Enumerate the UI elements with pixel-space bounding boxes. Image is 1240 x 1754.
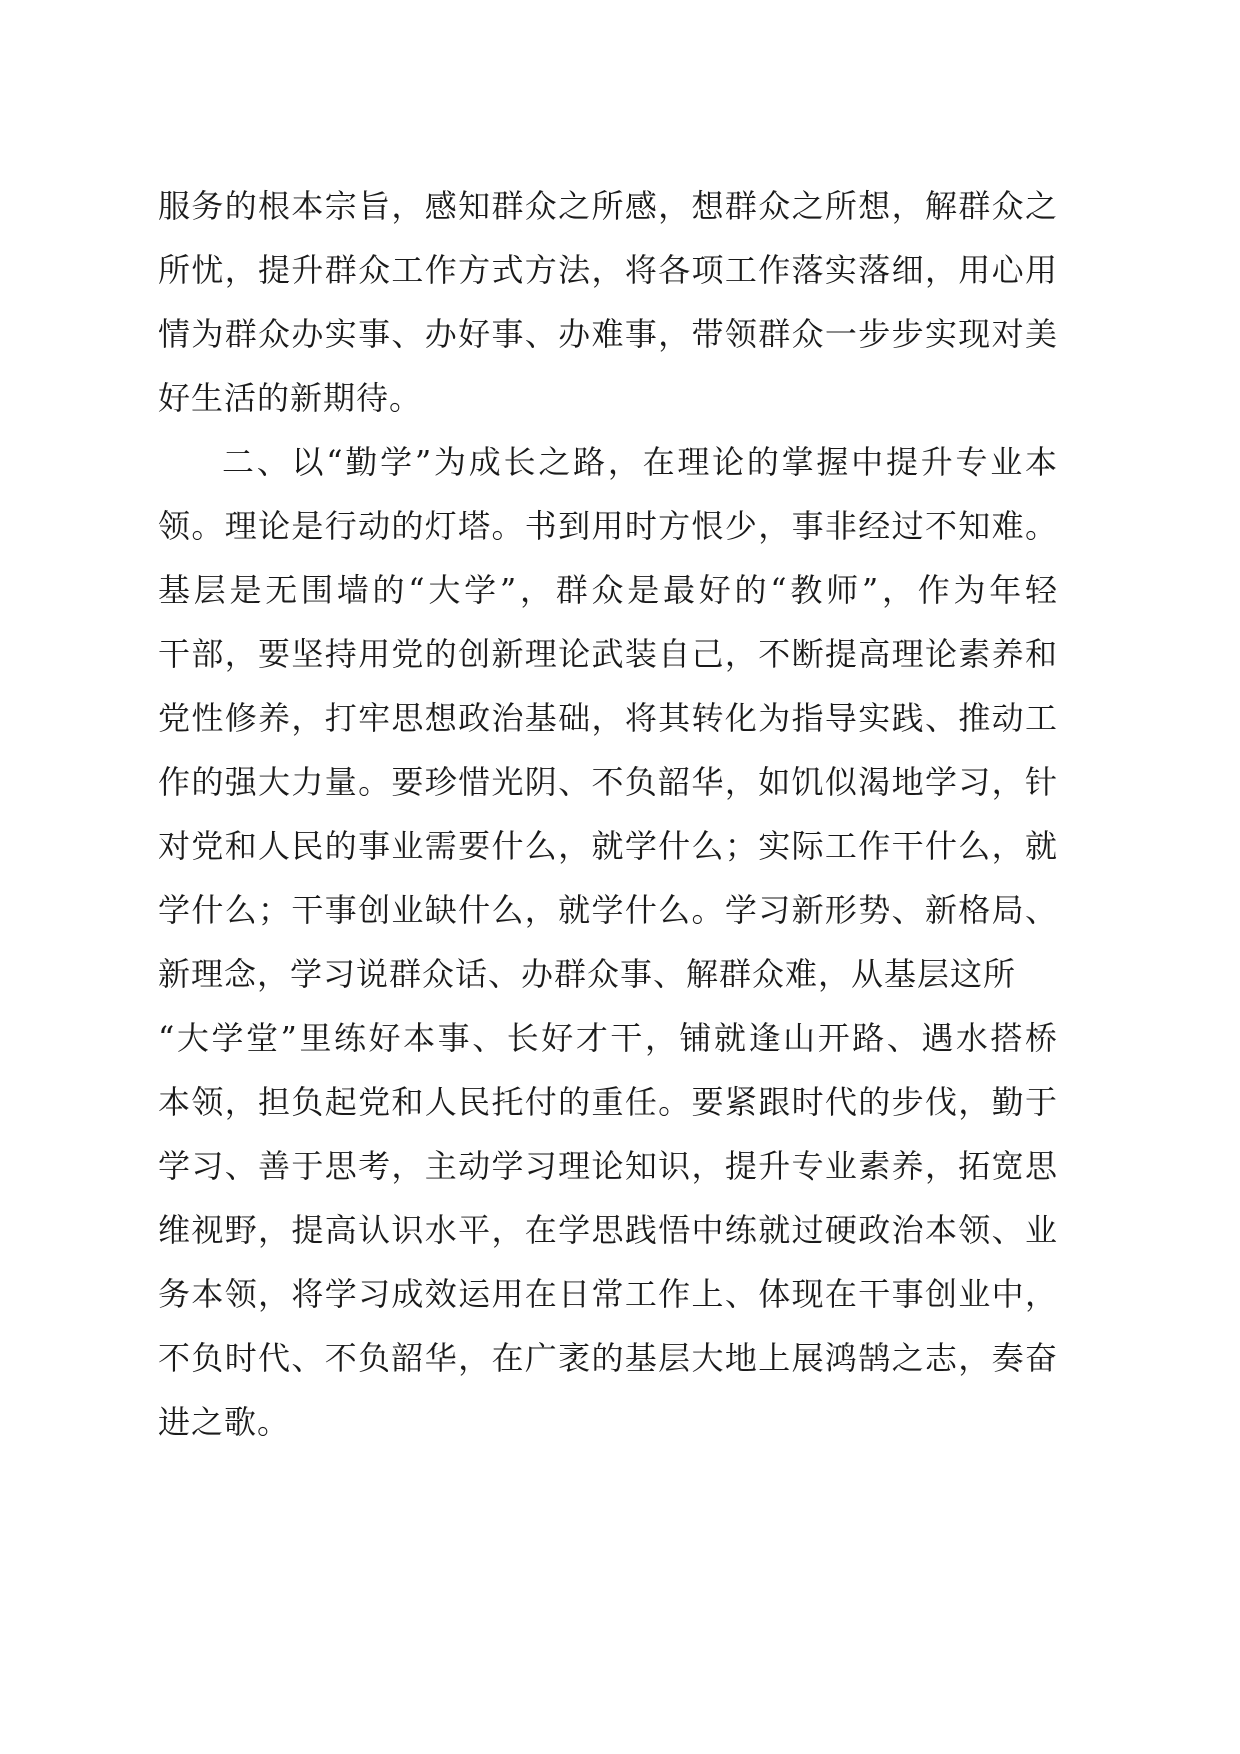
paragraph-2-line-6: 作的强大力量。要珍惜光阴、不负韶华，如饥似渴地学习，针 (158, 763, 1058, 801)
paragraph-1-line-1: 服务的根本宗旨，感知群众之所感，想群众之所想，解群众之 (158, 187, 1058, 225)
paragraph-2-line-13: 维视野，提高认识水平，在学思践悟中练就过硬政治本领、业 (158, 1211, 1058, 1249)
paragraph-2-line-10: “大学堂”里练好本事、长好才干，铺就逢山开路、遇水搭桥 (158, 1019, 1058, 1057)
paragraph-2-line-11: 本领，担负起党和人民托付的重任。要紧跟时代的步伐，勤于 (158, 1083, 1058, 1121)
paragraph-2-line-1: 二、以“勤学”为成长之路，在理论的掌握中提升专业本 (222, 443, 1058, 481)
paragraph-2-line-14: 务本领，将学习成效运用在日常工作上、体现在干事创业中， (158, 1275, 1058, 1313)
paragraph-2-line-9: 新理念，学习说群众话、办群众事、解群众难，从基层这所 (158, 955, 1017, 993)
paragraph-2-line-3: 基层是无围墙的“大学”，群众是最好的“教师”，作为年轻 (158, 571, 1058, 609)
paragraph-2-line-7: 对党和人民的事业需要什么，就学什么；实际工作干什么，就 (158, 827, 1058, 865)
paragraph-2-line-12: 学习、善于思考，主动学习理论知识，提升专业素养，拓宽思 (158, 1147, 1058, 1185)
paragraph-2-line-15: 不负时代、不负韶华，在广袤的基层大地上展鸿鹄之志，奏奋 (158, 1339, 1058, 1377)
paragraph-2-line-16: 进之歌。 (158, 1403, 291, 1441)
paragraph-2-line-8: 学什么；干事创业缺什么，就学什么。学习新形势、新格局、 (158, 891, 1058, 929)
paragraph-1-line-3: 情为群众办实事、办好事、办难事，带领群众一步步实现对美 (158, 315, 1058, 353)
paragraph-2-line-2: 领。理论是行动的灯塔。书到用时方恨少，事非经过不知难。 (158, 507, 1058, 545)
paragraph-2-line-5: 党性修养，打牢思想政治基础，将其转化为指导实践、推动工 (158, 699, 1058, 737)
paragraph-1-line-2: 所忧，提升群众工作方式方法，将各项工作落实落细，用心用 (158, 251, 1058, 289)
paragraph-1-line-4: 好生活的新期待。 (158, 379, 423, 417)
body-text (158, 185, 1058, 1465)
paragraph-2-line-4: 干部，要坚持用党的创新理论武装自己，不断提高理论素养和 (158, 635, 1058, 673)
